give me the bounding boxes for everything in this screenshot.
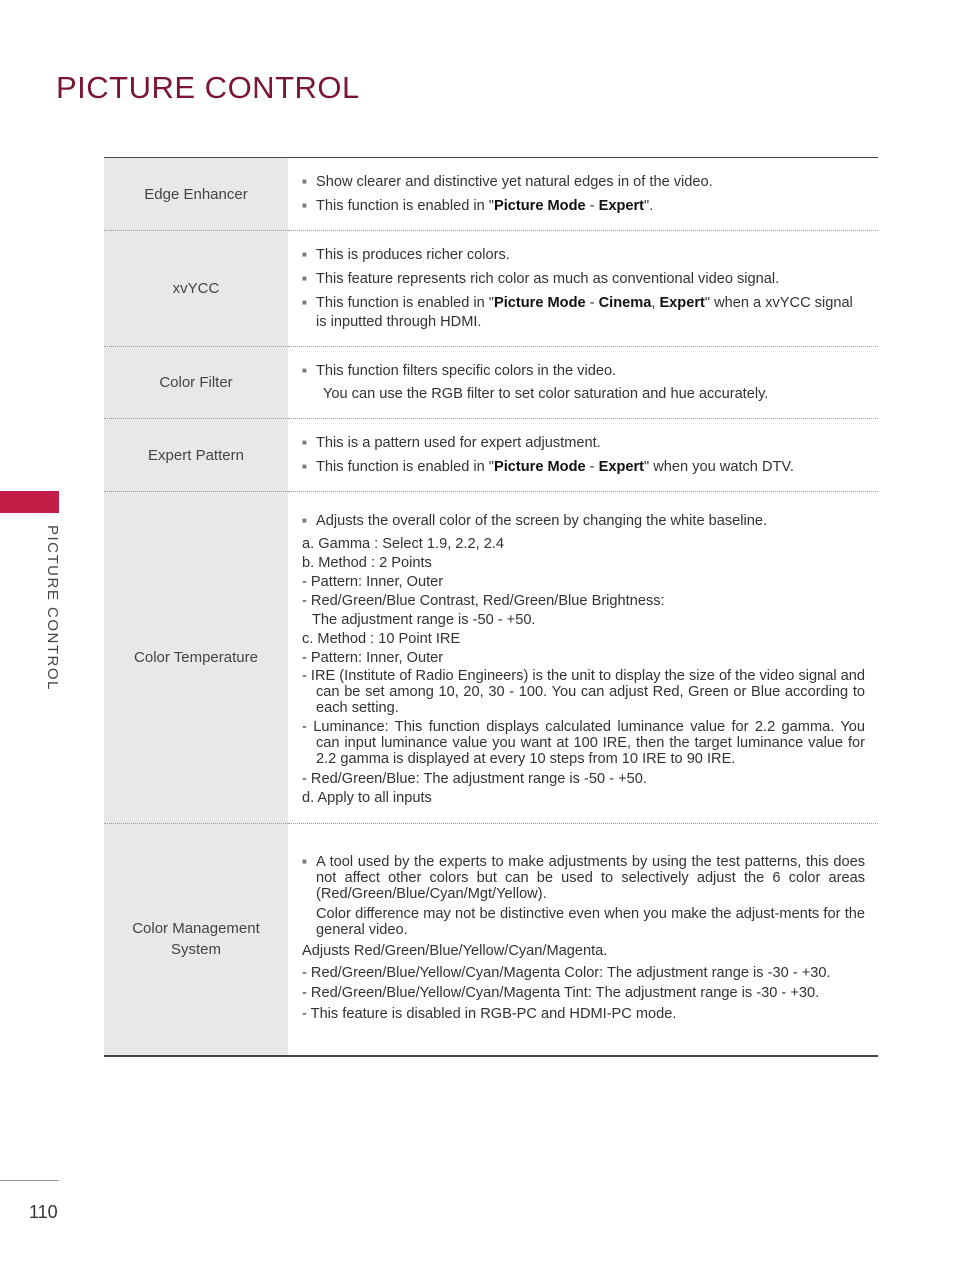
row-label: Color Temperature [104,492,288,824]
list-line: - This feature is disabled in RGB-PC and HDMI-PC mode. [302,1006,677,1023]
row-label: xvYCC [104,231,288,347]
settings-table [104,157,878,1057]
list-line: - IRE (Institute of Radio Engineers) is the unit to display the size of the video signal and can be set among 10, 20, 30 - 100. You can adjust Red, Green or Blue according to each setting. [302,668,865,716]
table-row [104,158,878,231]
row-description [288,419,878,492]
list-line: - Luminance: This function displays calculated luminance value for 2.2 gamma. You can input luminance value you want at 100 IRE, then the target luminance value for 2.2 gamma is displayed at every 10 steps from 10 IRE to 90 IRE. [302,719,865,767]
table-row [104,347,878,419]
side-section-label: PICTURE CONTROL [44,525,61,691]
row-description [288,158,878,231]
list-line: - Red/Green/Blue/Yellow/Cyan/Magenta Color: The adjustment range is -30 - +30. [302,965,831,982]
bullet-item: ■ This function is enabled in "Picture Mode - Expert" when you watch DTV. [302,457,865,477]
bullet-continuation: You can use the RGB filter to set color saturation and hue accurately. [323,386,769,402]
row-label: Color Management System [104,824,288,1056]
section-tab-marker [0,491,59,513]
bullet-item: ■ This function is enabled in "Picture Mode - Cinema, Expert" when a xvYCC signal is inputted through HDMI. [302,293,865,332]
list-line: a. Gamma : Select 1.9, 2.2, 2.4 [302,536,504,552]
bullet-continuation: Color difference may not be distinctive even when you make the adjust-ments for the general video. [316,906,865,939]
list-line: c. Method : 10 Point IRE [302,631,461,647]
row-label: Expert Pattern [104,419,288,492]
list-line: - Pattern: Inner, Outer [302,574,444,590]
bullet-item: ■ A tool used by the experts to make adjustments by using the test patterns, this does not affect other colors but can be used to selectively adjust the 6 color areas (Red/Green/Blue/Cyan/Mgt/Yellow). [302,854,865,902]
table-row [104,824,878,1056]
row-description [288,492,878,824]
bullet-item: ■ Show clearer and distinctive yet natural edges in of the video. [302,172,865,192]
bullet-item: ■ This feature represents rich color as much as conventional video signal. [302,269,865,289]
table-row [104,419,878,492]
list-line: b. Method : 2 Points [302,555,432,571]
list-line: - Red/Green/Blue/Yellow/Cyan/Magenta Tint: The adjustment range is -30 - +30. [302,985,820,1002]
table-row [104,492,878,824]
row-description [288,231,878,347]
list-line: - Red/Green/Blue Contrast, Red/Green/Blue Brightness: [302,593,665,609]
bullet-item: ■ This function filters specific colors in the video. [302,361,865,381]
list-line: - Red/Green/Blue: The adjustment range is -50 - +50. [302,771,647,787]
list-line: Adjusts Red/Green/Blue/Yellow/Cyan/Magenta. [302,943,608,960]
bullet-item: ■ This is produces richer colors. [302,245,865,265]
page-number-rule [0,1180,59,1181]
list-line: d. Apply to all inputs [302,790,432,806]
row-description [288,347,878,419]
bullet-item: ■ This function is enabled in "Picture Mode - Expert". [302,196,865,216]
bullet-item: ■ This is a pattern used for expert adjustment. [302,433,865,453]
bullet-item: ■ Adjusts the overall color of the screen by changing the white baseline. [302,511,865,531]
page-number: 110 [29,1202,58,1222]
table-row [104,231,878,347]
row-description [288,824,878,1056]
page-title: PICTURE CONTROL [56,70,360,105]
row-label: Edge Enhancer [104,158,288,231]
list-line: - Pattern: Inner, Outer [302,650,444,666]
list-line: The adjustment range is -50 - +50. [312,612,536,628]
row-label: Color Filter [104,347,288,419]
